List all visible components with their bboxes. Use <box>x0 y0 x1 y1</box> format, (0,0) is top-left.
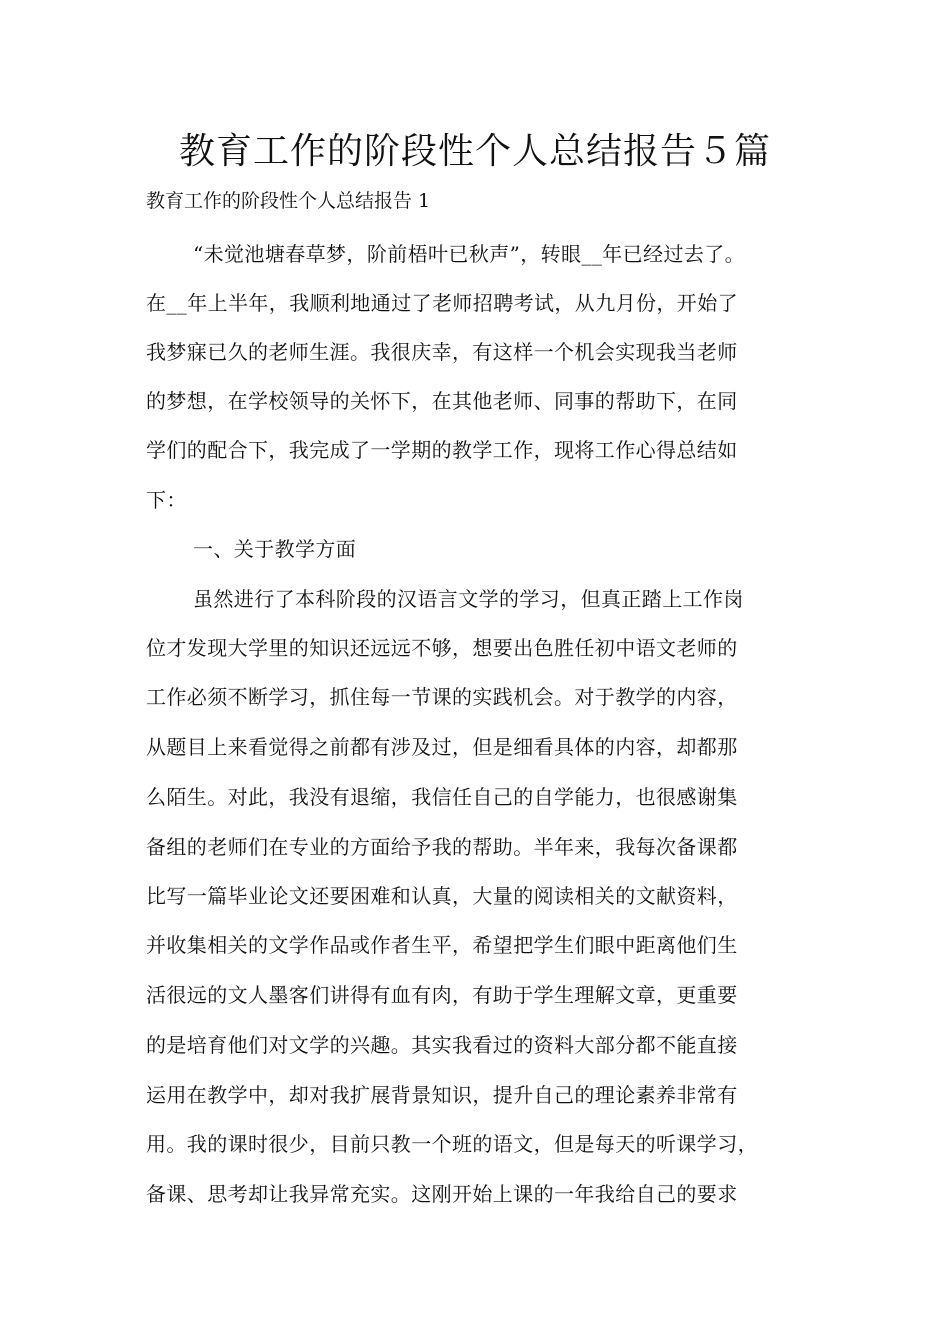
paragraph-line: “未觉池塘春草梦，阶前梧叶已秋声”，转眼__年已经过去了。 <box>193 242 746 266</box>
paragraph-line: 下： <box>146 488 187 512</box>
paragraph-line: 活很远的文人墨客们讲得有血有肉，有助于学生理解文章，更重要 <box>146 983 738 1007</box>
document-title: 教育工作的阶段性个人总结报告５篇 <box>178 131 771 172</box>
paragraph-line: 学们的配合下，我完成了一学期的教学工作，现将工作心得总结如 <box>146 438 738 462</box>
paragraph-line: 我梦寐已久的老师生涯。我很庆幸，有这样一个机会实现我当老师 <box>146 340 738 364</box>
paragraph-line: 工作必须不断学习，抓住每一节课的实践机会。对于教学的内容， <box>146 685 738 709</box>
paragraph-line: 比写一篇毕业论文还要困难和认真，大量的阅读相关的文献资料， <box>146 884 738 908</box>
paragraph-line: 运用在教学中，却对我扩展背景知识，提升自己的理论素养非常有 <box>146 1083 738 1107</box>
paragraph-line: 的是培育他们对文学的兴趣。其实我看过的资料大部分都不能直接 <box>146 1033 738 1057</box>
paragraph-line: 并收集相关的文学作品或作者生平，希望把学生们眼中距离他们生 <box>146 933 738 957</box>
paragraph-line: 的梦想，在学校领导的关怀下，在其他老师、同事的帮助下，在同 <box>146 389 738 413</box>
paragraph-line: 么陌生。对此，我没有退缩，我信任自己的自学能力，也很感谢集 <box>146 785 738 809</box>
paragraph-line: 位才发现大学里的知识还远远不够，想要出色胜任初中语文老师的 <box>146 636 738 660</box>
document-subtitle: 教育工作的阶段性个人总结报告 1 <box>146 190 431 212</box>
paragraph-line: 虽然进行了本科阶段的汉语言文学的学习，但真正踏上工作岗 <box>193 587 744 611</box>
paragraph-line: 用。我的课时很少，目前只教一个班的语文，但是每天的听课学习， <box>146 1132 758 1156</box>
paragraph-line: 从题目上来看觉得之前都有涉及过，但是细看具体的内容，却都那 <box>146 735 738 759</box>
paragraph-line: 备课、思考却让我异常充实。这刚开始上课的一年我给自己的要求 <box>146 1182 738 1206</box>
paragraph-line: 在__年上半年，我顺利地通过了老师招聘考试，从九月份，开始了 <box>146 291 738 315</box>
paragraph-line: 备组的老师们在专业的方面给予我的帮助。半年来，我每次备课都 <box>146 835 738 859</box>
section-heading: 一、关于教学方面 <box>193 537 357 561</box>
